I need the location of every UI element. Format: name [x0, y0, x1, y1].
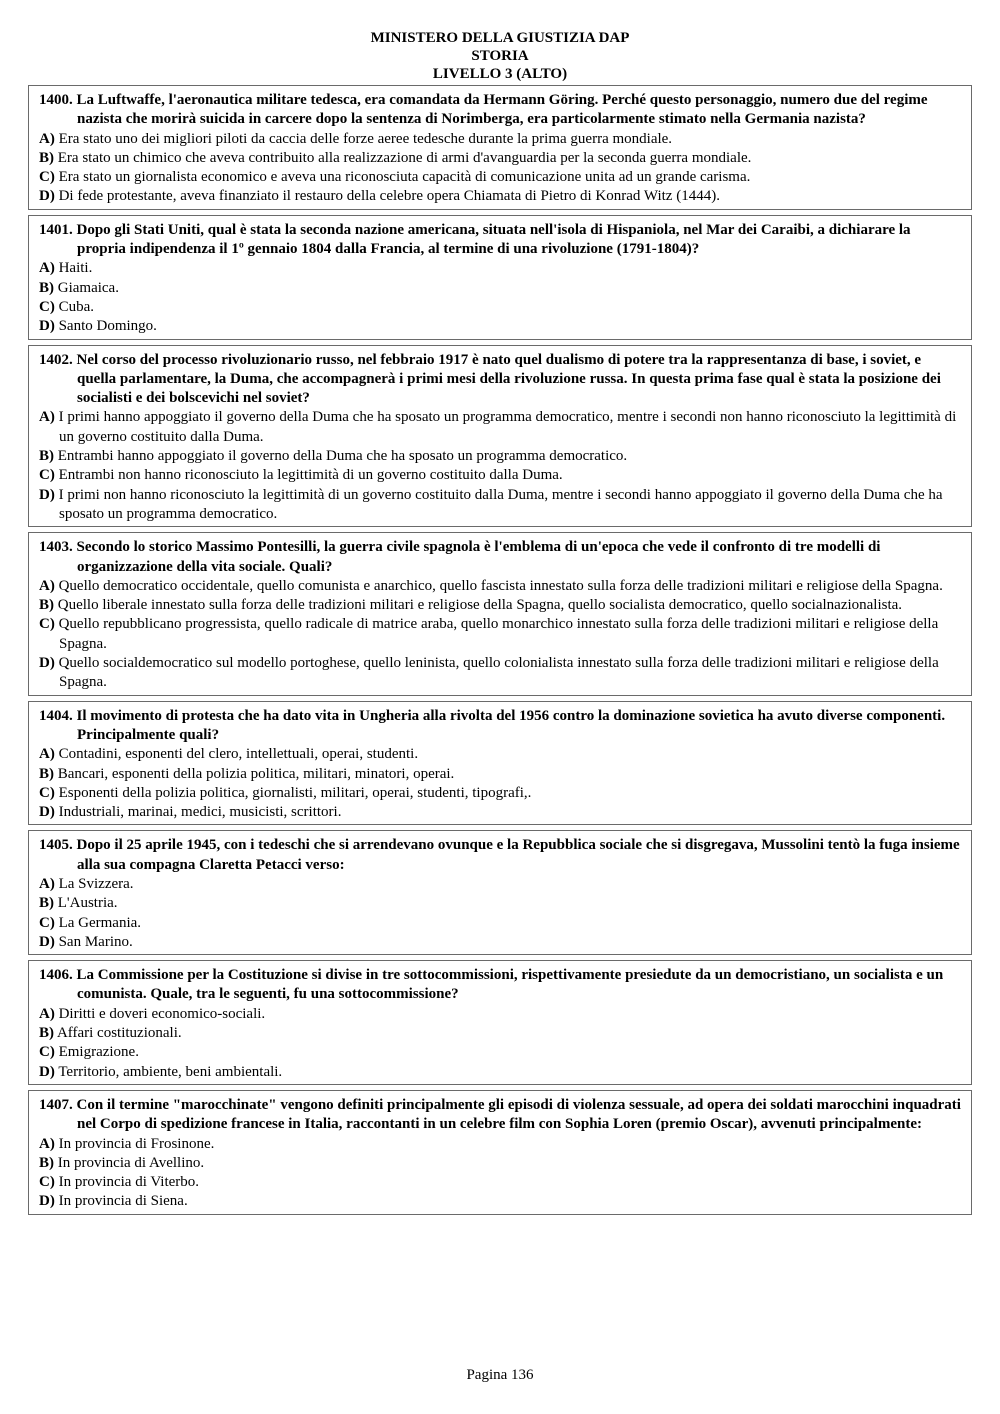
answer-letter: C)	[39, 1044, 55, 1061]
answer-text: Entrambi hanno appoggiato il governo della Duma che ha sposato un programma democratico.	[57, 448, 628, 465]
answer-text: Era stato un giornalista economico e aveva una riconosciuta capacità di comunicazione unita ad un grande carisma.	[58, 169, 751, 186]
answer-text: In provincia di Frosinone.	[58, 1135, 215, 1152]
answer-letter: B)	[39, 279, 54, 296]
question-box-1406	[28, 960, 972, 1085]
answer-text: In provincia di Viterbo.	[58, 1174, 200, 1191]
answer-c	[39, 784, 961, 803]
answer-b	[39, 1154, 961, 1173]
answer-letter: B)	[39, 149, 54, 166]
answer-letter: B)	[39, 765, 54, 782]
question-text: 1405. Dopo il 25 aprile 1945, con i tedeschi che si arrendevano ovunque e la Repubblica sociale che si disgregava, Mussolini tentò la fuga insieme alla sua compagna Claretta Petacci verso:	[39, 837, 960, 873]
question-box-1407	[28, 1090, 972, 1215]
answer-a	[39, 875, 961, 894]
level-title: LIVELLO 3 (ALTO)	[432, 66, 568, 82]
answer-letter: A)	[39, 577, 55, 594]
question-box-1405	[28, 830, 972, 955]
answer-a	[39, 130, 961, 149]
answer-text: Territorio, ambiente, beni ambientali.	[58, 1063, 283, 1080]
answer-c	[39, 1043, 961, 1062]
answer-text: Diritti e doveri economico-sociali.	[58, 1005, 266, 1022]
question-text: 1400. La Luftwaffe, l'aeronautica militare tedesca, era comandata da Hermann Göring. Perché questo personaggio, numero due del regime nazista che morirà suicida in carcere dopo la sentenza di Norimberga, era particolarmente stimato nella Germania nazista?	[39, 92, 928, 128]
page-number: Pagina 136	[466, 1367, 534, 1383]
question-box-1403	[28, 532, 972, 695]
answer-letter: D)	[39, 318, 55, 335]
question-text: 1406. La Commissione per la Costituzione si divise in tre sottocommissioni, rispettivamente presiedute da un democristiano, un socialista e un comunista. Quale, tra le seguenti, fu una sottocommissione?	[39, 967, 944, 1003]
answer-letter: B)	[39, 448, 54, 465]
answer-letter: C)	[39, 467, 55, 484]
answer-text: Haiti.	[58, 260, 93, 277]
answer-c	[39, 1173, 961, 1192]
answer-a	[39, 577, 961, 596]
answer-text: I primi non hanno riconosciuto la legittimità di un governo costituito dalla Duma, mentre i secondi hanno appoggiato il governo della Duma che ha sposato un programma democratico.	[58, 486, 943, 522]
answer-letter: D)	[39, 1193, 55, 1210]
answer-text: San Marino.	[58, 933, 133, 950]
answer-c	[39, 914, 961, 933]
answer-d	[39, 803, 961, 822]
answer-text: In provincia di Siena.	[58, 1193, 188, 1210]
answer-letter: A)	[39, 1005, 55, 1022]
answer-b	[39, 596, 961, 615]
answer-a	[39, 408, 961, 447]
question-text: 1404. Il movimento di protesta che ha dato vita in Ungheria alla rivolta del 1956 contro la dominazione sovietica ha avuto diverse componenti. Principalmente quali?	[39, 707, 946, 743]
answer-letter: C)	[39, 1174, 55, 1191]
answer-letter: D)	[39, 486, 55, 503]
answer-b	[39, 1024, 961, 1043]
answer-a	[39, 745, 961, 764]
answer-text: Entrambi non hanno riconosciuto la legittimità di un governo costituito dalla Duma.	[58, 467, 563, 484]
answer-b	[39, 894, 961, 913]
answer-letter: A)	[39, 260, 55, 277]
answer-letter: C)	[39, 169, 55, 186]
answer-text: Quello socialdemocratico sul modello portoghese, quello leninista, quello colonialista innestato sulla forza delle tradizioni militari e religiose della Spagna.	[58, 655, 939, 691]
answer-letter: B)	[39, 1025, 54, 1042]
answer-letter: A)	[39, 130, 55, 147]
answer-d	[39, 1063, 961, 1082]
answer-letter: D)	[39, 933, 55, 950]
answer-letter: A)	[39, 875, 55, 892]
answer-b	[39, 447, 961, 466]
answer-text: Santo Domingo.	[58, 318, 157, 335]
answer-text: Esponenti della polizia politica, giornalisti, militari, operai, studenti, tipografi,.	[58, 784, 532, 801]
document-header	[0, 29, 1000, 83]
answer-b	[39, 279, 961, 298]
question-text: 1402. Nel corso del processo rivoluzionario russo, nel febbraio 1917 è nato quel dualismo di potere tra la rappresentanza di base, i soviet, e quella parlamentare, la Duma, che accompagnerà i primi mesi della rivoluzione russa. In questa prima fase qual è stata la posizione dei socialisti e dei bolscevichi nel soviet?	[39, 351, 941, 407]
answer-letter: B)	[39, 597, 54, 614]
answer-c	[39, 298, 961, 317]
answer-text: Quello repubblicano progressista, quello radicale di matrice araba, quello monarchico innestato sulla forza delle tradizioni militari e religiose della Spagna.	[58, 616, 939, 652]
subject-title: STORIA	[471, 48, 529, 64]
answer-text: La Germania.	[58, 914, 142, 931]
answer-d	[39, 654, 961, 693]
question-text: 1401. Dopo gli Stati Uniti, qual è stata la seconda nazione americana, situata nell'isola di Hispaniola, nel Mar dei Caraibi, a dichiarare la propria indipendenza il 1º gennaio 1804 dalla Francia, al termine di una rivoluzione (1791-1804)?	[39, 221, 911, 258]
answer-letter: A)	[39, 746, 55, 763]
answer-b	[39, 149, 961, 168]
answer-text: Di fede protestante, aveva finanziato il restauro della celebre opera Chiamata di Pietro di Konrad Witz (1444).	[58, 188, 720, 205]
answer-a	[39, 1135, 961, 1154]
answer-c	[39, 466, 961, 485]
answer-text: Quello liberale innestato sulla forza delle tradizioni militari e religiose della Spagna, quello socialista democratico, quello socialnazionalista.	[57, 597, 903, 614]
answer-letter: D)	[39, 188, 55, 205]
answer-text: Giamaica.	[57, 279, 119, 296]
question-list	[28, 85, 972, 1220]
answer-text: Industriali, marinai, medici, musicisti, scrittori.	[58, 804, 342, 821]
answer-c	[39, 168, 961, 187]
answer-text: Era stato uno dei migliori piloti da caccia delle forze aeree tedesche durante la prima guerra mondiale.	[58, 130, 673, 147]
question-box-1401	[28, 215, 972, 340]
question-box-1400	[28, 85, 972, 210]
answer-letter: C)	[39, 298, 55, 315]
answer-text: Emigrazione.	[58, 1044, 139, 1061]
answer-letter: C)	[39, 914, 55, 931]
answer-d	[39, 486, 961, 525]
answer-text: Affari costituzionali.	[56, 1025, 182, 1042]
question-text: 1403. Secondo lo storico Massimo Pontesilli, la guerra civile spagnola è l'emblema di un'epoca che vede il confronto di tre modelli di organizzazione della vita sociale. Quali?	[39, 539, 881, 575]
ministry-title: MINISTERO DELLA GIUSTIZIA DAP	[370, 30, 630, 46]
answer-letter: C)	[39, 784, 55, 801]
answer-letter: B)	[39, 895, 54, 912]
answer-text: In provincia di Avellino.	[57, 1154, 205, 1171]
answer-letter: A)	[39, 409, 55, 426]
answer-b	[39, 765, 961, 784]
answer-d	[39, 1192, 961, 1211]
answer-text: I primi hanno appoggiato il governo della Duma che ha sposato un programma democratico, mentre i secondi non hanno riconosciuto la legittimità di un governo costituito dalla Duma.	[58, 409, 957, 445]
answer-text: Bancari, esponenti della polizia politica, militari, minatori, operai.	[57, 765, 455, 782]
question-text: 1407. Con il termine "marocchinate" vengono definiti principalmente gli episodi di violenza sessuale, ad opera dei soldati marocchini inquadrati nel Corpo di spedizione francese in Italia, raccontanti in un celebre film con Sophia Loren (premio Oscar), avvenuti principalmente:	[39, 1096, 961, 1133]
answer-text: Cuba.	[58, 298, 94, 315]
answer-text: La Svizzera.	[58, 875, 134, 892]
answer-a	[39, 259, 961, 278]
answer-d	[39, 317, 961, 336]
answer-letter: D)	[39, 655, 55, 672]
answer-text: Era stato un chimico che aveva contribuito alla realizzazione di armi d'avanguardia per la seconda guerra mondiale.	[57, 149, 752, 166]
answer-letter: B)	[39, 1154, 54, 1171]
answer-text: L'Austria.	[57, 895, 118, 912]
answer-text: Contadini, esponenti del clero, intellettuali, operai, studenti.	[58, 746, 419, 763]
answer-text: Quello democratico occidentale, quello comunista e anarchico, quello fascista innestato sulla forza delle tradizioni militari e religiose della Spagna.	[58, 577, 943, 594]
answer-letter: D)	[39, 1063, 55, 1080]
answer-letter: A)	[39, 1135, 55, 1152]
answer-letter: D)	[39, 804, 55, 821]
answer-letter: C)	[39, 616, 55, 633]
question-box-1404	[28, 701, 972, 826]
answer-d	[39, 933, 961, 952]
question-box-1402	[28, 345, 972, 528]
answer-d	[39, 187, 961, 206]
answer-a	[39, 1005, 961, 1024]
answer-c	[39, 615, 961, 654]
